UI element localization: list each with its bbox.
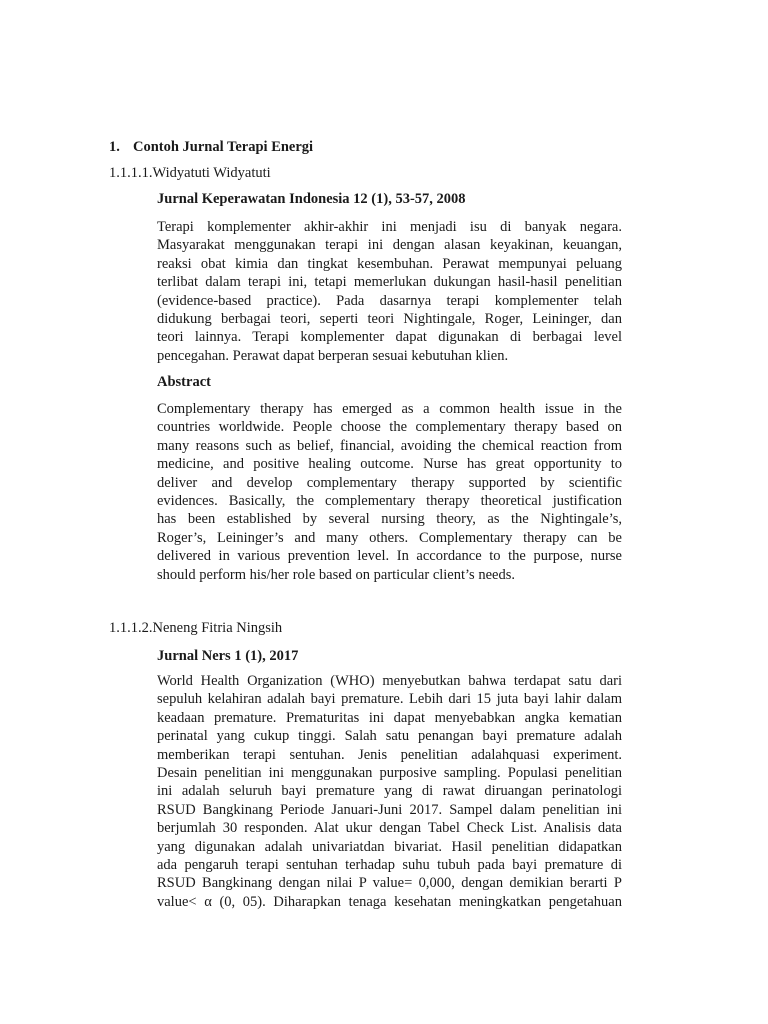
entry-1-summary-line: reaksi obat kimia dan tingkat kesembuhan. Perawat mempunyai peluang [157,255,622,272]
entry-2-summary-line: memberikan terapi sentuhan. Jenis penelitian adalahquasi experiment. [157,746,622,763]
entry-2-summary-line: yang digunakan adalah univariatdan bivariat. Hasil penelitian didapatkan [157,838,622,855]
entry-1-summary-paragraph [157,218,622,365]
entry-1-journal-block [157,189,622,209]
entry-1-abstract [157,400,622,584]
entry-2-summary-line: RSUD Bangkinang dengan nilai P value= 0,000, dengan demikian berarti P [157,875,622,892]
entry-2-journal-block [157,646,622,666]
entry-2-summary-line: perinatal yang cukup tinggi. Salah satu penangan bayi premature adalah [157,728,622,745]
abstract-paragraph [157,400,622,584]
entry-2-summary-line: berjumlah 30 responden. Alat ukur dengan Tabel Check List. Analisis data [157,820,622,837]
entry-2-summary-line: keadaan premature. Prematuritas ini dapat menyebabkan angka kematian [157,709,622,726]
abstract-line: many reasons such as belief, financial, avoiding the chemical reaction from [157,437,622,454]
abstract-line: should perform his/her role based on particular client’s needs. [157,566,515,583]
section-number: 1. [109,139,120,155]
abstract-line: countries worldwide. People choose the complementary therapy based on [157,419,622,436]
entry-1-summary-line: didukung berbagai teori, seperti teori Nightingale, Roger, Leininger, dan [157,311,622,328]
entry-2-summary-line: value< α (0, 05). Diharapkan tenaga kesehatan meningkatkan pengetahuan [157,893,622,910]
entry-1-label: 1.1.1.1.Widyatuti Widyatuti [109,165,271,181]
abstract-line: Complementary therapy has emerged as a common health issue in the [157,401,622,417]
entry-1-journal-title: Jurnal Keperawatan Indonesia 12 (1), 53-57, 2008 [157,191,466,207]
entry-2-summary [157,672,622,911]
abstract-heading: Abstract [157,374,211,390]
abstract-line: deliver and develop complementary therapy supported by scientific [157,474,622,491]
entry-2-label: 1.1.1.2.Neneng Fitria Ningsih [109,620,283,636]
entry-2-summary-line: ada pengaruh terapi sentuhan terhadap suhu tubuh pada bayi premature di [157,857,622,874]
entry-1-summary-line: Masyarakat menggunakan terapi ini dengan alasan keyakinan, keuangan, [157,237,622,254]
abstract-line: evidences. Basically, the complementary therapy theoretical justification [157,493,622,510]
entry-2-summary-line: ini adalah seluruh bayi premature yang di rawat diruangan perinatologi [157,783,622,800]
section-heading [109,137,313,157]
entry-1-abstract-heading-block [157,372,622,392]
section-title: Contoh Jurnal Terapi Energi [133,139,314,155]
entry-2-summary-line: sepuluh kelahiran adalah bayi premature. Lebih dari 15 juta bayi lahir dalam [157,691,622,708]
entry-1-summary-line: pencegahan. Perawat dapat berperan sesuai kebutuhan klien. [157,347,509,364]
abstract-line: Roger’s, Leininger’s and many others. Complementary therapy can be [157,529,622,546]
abstract-line: medicine, and positive healing outcome. Nurse has great opportunity to [157,456,622,473]
entry-2-journal-title: Jurnal Ners 1 (1), 2017 [157,648,299,664]
entry-2-summary-paragraph [157,672,622,911]
entry-1-summary-line: Terapi komplementer akhir-akhir ini menjadi isu di banyak negara. [157,219,622,235]
entry-1-summary-line: teori lainnya. Terapi komplementer dapat digunakan di berbagai level [157,329,622,346]
entry-2-summary-line: RSUD Bangkinang Periode Januari-Juni 2017. Sampel dalam penelitian ini [157,801,622,818]
entry-1-summary-line: (evidence-based practice). Pada dasarnya terapi komplementer telah [157,292,622,309]
entry-2-summary-line: Desain penelitian ini menggunakan purposive sampling. Populasi penelitian [157,765,622,782]
entry-1-summary-line: terlibat dalam terapi ini, tetapi memerlukan dukungan hasil-hasil penelitian [157,274,622,291]
abstract-line: has been established by several nursing theory, as the Nightingale’s, [157,511,622,528]
entry-1-summary [157,218,622,365]
abstract-line: delivered in various prevention level. In accordance to the purpose, nurse [157,548,622,565]
entry-2-summary-line: World Health Organization (WHO) menyebutkan bahwa terdapat satu dari [157,673,622,689]
